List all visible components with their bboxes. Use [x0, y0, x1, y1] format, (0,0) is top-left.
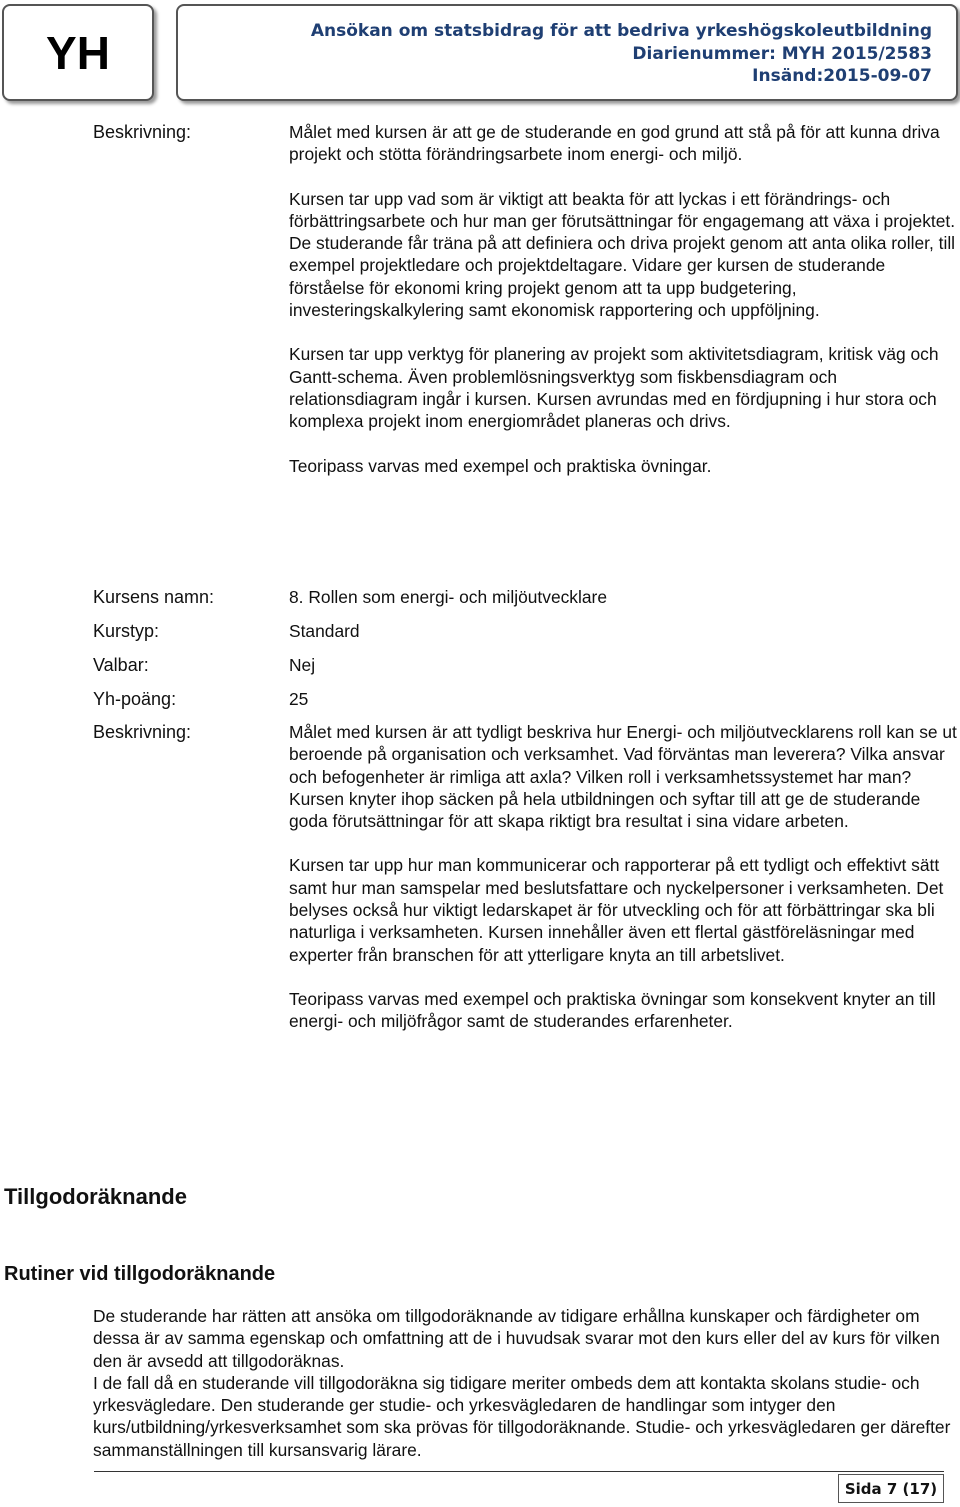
paragraph: De studerande har rätten att ansöka om tillgodoräknande av tidigare erhållna kunskaper och färdigheter om dessa är av samma egenskap och omfattning att de i huvudsak svarar mot den kurs eller del av kurs för vilken den är avsedd att tillgodoräknas.	[93, 1306, 940, 1371]
page-number: Sida 7 (17)	[838, 1474, 944, 1503]
beskrivning-label: Beskrivning:	[93, 722, 192, 742]
footer-divider	[94, 1471, 944, 1472]
paragraph: Kursen tar upp verktyg för planering av projekt som aktivitetsdiagram, kritisk väg och Gantt-schema. Även problemlösningsverktyg som fiskbensdiagram och relationsdiagram ingår i kursen. Kursen avrundas med en fördjupning i hur stora och komplexa projekt inom energiområdet planeras och drivs.	[289, 344, 939, 432]
course-description-text	[289, 721, 957, 1033]
paragraph: Kursen tar upp hur man kommunicerar och rapporterar på ett tydligt och effektivt sätt samt hur man samspelar med beslutsfattare och nyckelpersoner i verksamheten. Det belyses också hur viktigt ledarskapet är för utveckling och för att förbättringar ska bli naturliga i verksamheten. Kursen innehåller även ett flertal gästföreläsningar med experter från branschen för att ytterligare knyta an till arbetslivet.	[289, 855, 944, 965]
course-points: 25	[289, 689, 309, 709]
course-type: Standard	[289, 621, 360, 641]
submission-date: Insänd:2015-09-07	[752, 66, 932, 86]
course-elective-label: Valbar:	[93, 655, 149, 675]
document-header	[176, 4, 958, 101]
section-subheading: Rutiner vid tillgodoräknande	[4, 1263, 276, 1285]
section-body	[93, 1305, 953, 1461]
beskrivning-label: Beskrivning:	[93, 122, 192, 142]
paragraph: I de fall då en studerande vill tillgodoräkna sig tidigare meriter ombeds dem att kontakta skolans studie- och yrkesvägledare. Den studerande ger studie- och yrkesvägledaren de handlingar som intyger den kurs/utbildning/yrkesverksamhet som ska prövas för tillgodoräknande. Studie- och yrkesvägledaren ger därefter sammanställningen till kursansvarig lärare.	[93, 1372, 951, 1460]
course-elective: Nej	[289, 655, 316, 675]
prev-course-description-text	[289, 121, 957, 477]
course-name: 8. Rollen som energi- och miljöutvecklare	[289, 587, 607, 607]
paragraph: Målet med kursen är att tydligt beskriva hur Energi- och miljöutvecklarens roll kan se ut beroende på organisation och verksamhet. Vad förväntas man leverera? Vilka ansvar och befogenheter är rimliga att axla? Vilken roll i verksamhetssystemet har man? Kursen knyter ihop säcken på hela utbildningen och syftar till att ge de studerande goda förutsättningar för att skapa riktigt bra resultat i sina vidare arbeten.	[289, 722, 957, 832]
course-type-label: Kurstyp:	[93, 621, 160, 641]
paragraph: Teoripass varvas med exempel och praktiska övningar.	[289, 455, 712, 476]
paragraph: Målet med kursen är att ge de studerande en god grund att stå på för att kunna driva projekt och stötta förändringsarbete inom energi- och miljö.	[289, 122, 940, 165]
diarienummer: Diarienummer: MYH 2015/2583	[632, 43, 932, 64]
yh-logo: YH	[2, 4, 154, 101]
section-heading: Tillgodoräknande	[4, 1184, 187, 1209]
course-name-label: Kursens namn:	[93, 587, 215, 607]
course-points-label: Yh-poäng:	[93, 689, 177, 709]
document-title: Ansökan om statsbidrag för att bedriva yrkeshögskoleutbildning	[310, 21, 932, 41]
paragraph: Kursen tar upp vad som är viktigt att beakta för att lyckas i ett förändrings- och förbättringsarbete och hur man ger förutsättningar för engagemang att växa i projektet. De studerande får träna på att definiera och driva projekt genom att anta olika roller, till exempel projektledare och projektdeltagare. Vidare ger kursen de studerande förståelse för ekonomi kring projekt genom att ta upp budgetering, investeringskalkylering samt ekonomisk rapportering och uppföljning.	[289, 188, 956, 321]
paragraph: Teoripass varvas med exempel och praktiska övningar som konsekvent knyter an till energi- och miljöfrågor samt de studerandes erfarenheter.	[289, 988, 936, 1032]
